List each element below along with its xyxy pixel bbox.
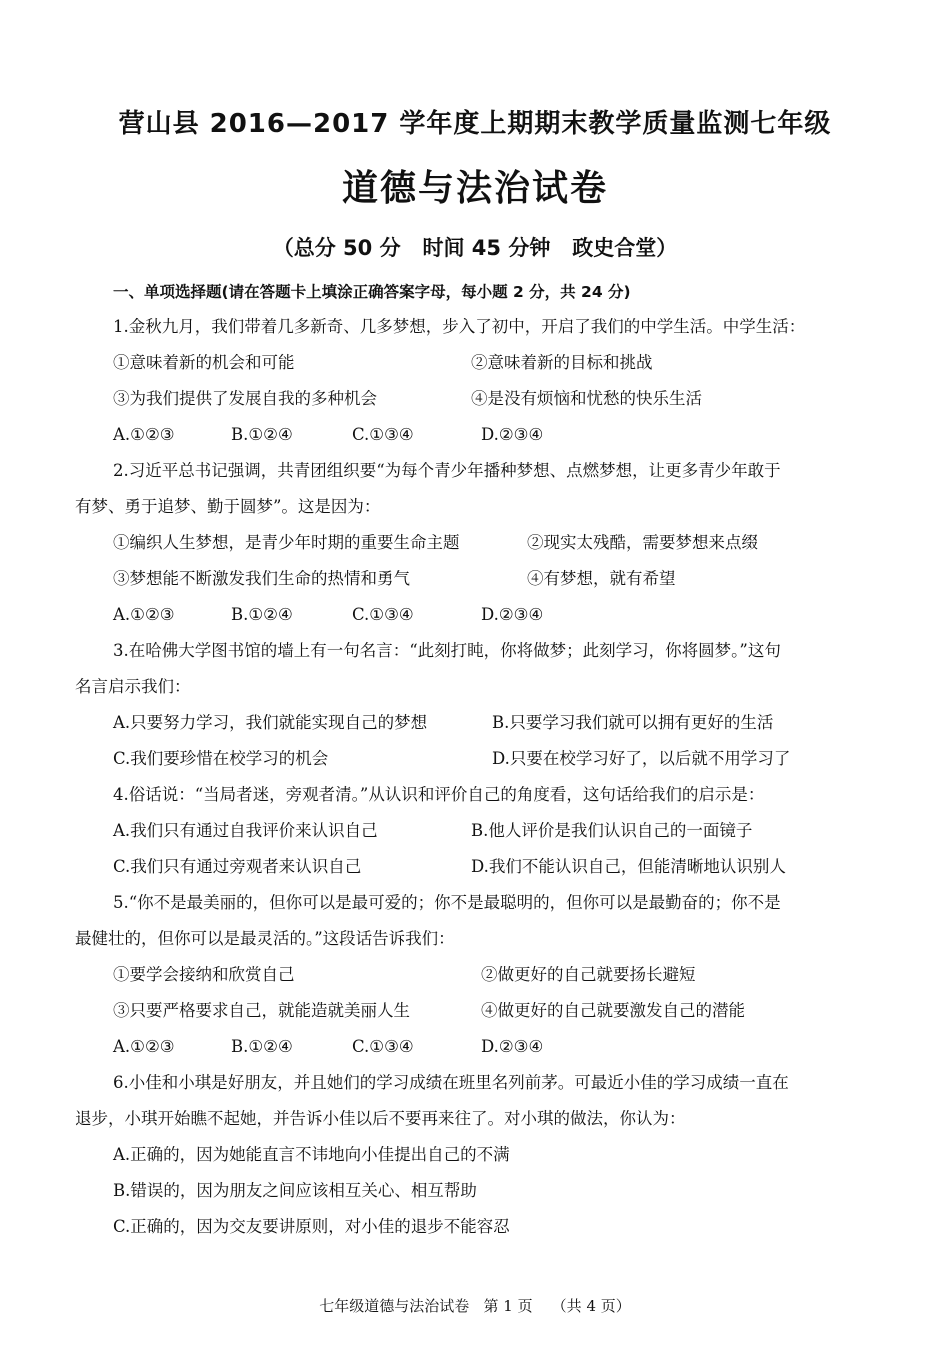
q5-choice-c: C.①③④	[352, 1037, 414, 1056]
q2-choice-b: B.①②④	[231, 605, 293, 624]
q6-stem-line1: 6.小佳和小琪是好朋友，并且她们的学习成绩在班里名列前茅。可最近小佳的学习成绩一直在	[113, 1073, 789, 1092]
q5-choice-a: A.①②③	[113, 1037, 175, 1056]
exam-title-subject: 道德与法治试卷	[341, 168, 608, 209]
q3-stem-line1: 3.在哈佛大学图书馆的墙上有一句名言：“此刻打盹，你将做梦；此刻学习，你将圆梦。”这句	[113, 641, 781, 660]
q2-option-3: ③梦想能不断激发我们生命的热情和勇气	[113, 569, 410, 588]
q5-stem-line2: 最健壮的，但你可以是最灵活的。”这段话告诉我们：	[75, 929, 455, 948]
q2-option-2: ②现实太残酷，需要梦想来点缀	[527, 533, 758, 552]
q2-stem-line1: 2.习近平总书记强调，共青团组织要“为每个青少年播种梦想、点燃梦想，让更多青少年敢于	[113, 461, 781, 480]
q1-choice-d: D.②③④	[481, 425, 544, 444]
section-heading-single-choice: 一、单项选择题(请在答题卡上填涂正确答案字母，每小题 2 分，共 24 分)	[113, 283, 631, 301]
q2-choice-c: C.①③④	[352, 605, 414, 624]
q6-choice-c: C.正确的，因为交友要讲原则，对小佳的退步不能容忍	[113, 1217, 510, 1236]
page-footer: 七年级道德与法治试卷 第 1 页 （共 4 页）	[319, 1297, 631, 1315]
q3-stem-line2: 名言启示我们：	[75, 677, 191, 696]
q1-option-4: ④是没有烦恼和忧愁的快乐生活	[471, 389, 702, 408]
q6-stem-line2: 退步，小琪开始瞧不起她，并告诉小佳以后不要再来往了。对小琪的做法，你认为：	[75, 1109, 686, 1128]
q1-choice-a: A.①②③	[113, 425, 175, 444]
q1-option-2: ②意味着新的目标和挑战	[471, 353, 653, 372]
q4-choice-a: A.我们只有通过自我评价来认识自己	[113, 821, 378, 840]
q1-stem: 1.金秋九月，我们带着几多新奇、几多梦想，步入了初中，开启了我们的中学生活。中学生活：	[113, 317, 806, 336]
q5-option-1: ①要学会接纳和欣赏自己	[113, 965, 295, 984]
q4-choice-b: B.他人评价是我们认识自己的一面镜子	[471, 821, 753, 840]
q2-choice-d: D.②③④	[481, 605, 544, 624]
exam-title-line1: 营山县 2016—2017 学年度上期期末教学质量监测七年级	[118, 109, 832, 139]
q5-option-3: ③只要严格要求自己，就能造就美丽人生	[113, 1001, 410, 1020]
q1-choice-b: B.①②④	[231, 425, 293, 444]
q5-option-4: ④做更好的自己就要激发自己的潜能	[481, 1001, 745, 1020]
q2-option-4: ④有梦想，就有希望	[527, 569, 676, 588]
q3-choice-a: A.只要努力学习，我们就能实现自己的梦想	[113, 713, 428, 732]
q6-choice-b: B.错误的，因为朋友之间应该相互关心、相互帮助	[113, 1181, 477, 1200]
q3-choice-c: C.我们要珍惜在校学习的机会	[113, 749, 329, 768]
q4-choice-d: D.我们不能认识自己，但能清晰地认识别人	[471, 857, 786, 876]
q1-choice-c: C.①③④	[352, 425, 414, 444]
q2-option-1: ①编织人生梦想，是青少年时期的重要生命主题	[113, 533, 460, 552]
exam-subtitle: （总分 50 分 时间 45 分钟 政史合堂）	[272, 236, 678, 260]
q5-stem-line1: 5.“你不是最美丽的，但你可以是最可爱的；你不是最聪明的，但你可以是最勤奋的；你不是	[113, 893, 781, 912]
q1-option-1: ①意味着新的机会和可能	[113, 353, 295, 372]
q5-choice-d: D.②③④	[481, 1037, 544, 1056]
q4-stem: 4.俗话说：“当局者迷，旁观者清。”从认识和评价自己的角度看，这句话给我们的启示是：	[113, 785, 765, 804]
q3-choice-b: B.只要学习我们就可以拥有更好的生活	[492, 713, 774, 732]
q5-option-2: ②做更好的自己就要扬长避短	[481, 965, 696, 984]
q5-choice-b: B.①②④	[231, 1037, 293, 1056]
q3-choice-d: D.只要在校学习好了，以后就不用学习了	[492, 749, 791, 768]
q2-choice-a: A.①②③	[113, 605, 175, 624]
q6-choice-a: A.正确的，因为她能直言不讳地向小佳提出自己的不满	[113, 1145, 510, 1164]
q1-option-3: ③为我们提供了发展自我的多种机会	[113, 389, 377, 408]
q2-stem-line2: 有梦、勇于追梦、勤于圆梦”。这是因为：	[75, 497, 381, 516]
q4-choice-c: C.我们只有通过旁观者来认识自己	[113, 857, 362, 876]
